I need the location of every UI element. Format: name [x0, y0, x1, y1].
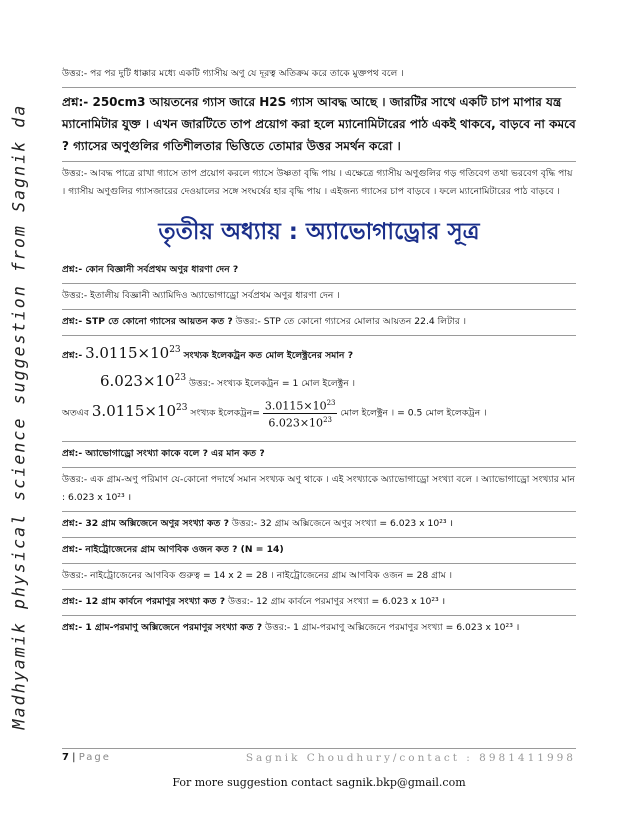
answer-first-scientist — [62, 284, 576, 310]
contact-line: For more suggestion contact sagnik.bkp@gmail.com — [172, 776, 466, 789]
number-expression: $3.0115\times 10^{23}$ — [85, 344, 181, 362]
page-word: Page — [78, 752, 111, 763]
therefore-text: অতএব — [62, 407, 89, 419]
qa-oxygen-atoms — [62, 616, 576, 641]
question-text: প্রশ্ন:- নাইট্রোজেনের গ্রাম আণবিক ওজন কত ? (N = 14) — [62, 544, 284, 556]
fraction — [263, 397, 338, 429]
answer-text: উত্তর:- সংখ্যক ইলেকট্রন = 1 মোল ইলেক্ট্রন । — [188, 378, 356, 389]
answer-text: উত্তর:- ইতালীয় বিজ্ঞানী অ্যামিদিও অ্যাভোগাড্রো সর্বপ্রথম অণুর ধারণা দেন । — [62, 290, 340, 301]
question-avogadro-number — [62, 442, 576, 468]
question-manometer — [62, 88, 576, 162]
math-therefore-row — [62, 395, 576, 431]
qa-oxygen-molecules — [62, 512, 576, 538]
question-text: প্রশ্ন:- 32 গ্রাম অক্সিজেনে অণুর সংখ্যা কত ? — [62, 518, 229, 530]
answer-manometer — [62, 162, 576, 205]
question-first-scientist — [62, 258, 576, 284]
math-answer-row — [62, 367, 576, 395]
question-text: প্রশ্ন:- STP তে কোনো গ্যাসের আয়তন কত ? — [62, 316, 233, 327]
answer-free-path — [62, 62, 576, 88]
question-text: প্রশ্ন:- কোন বিজ্ঞানী সর্বপ্রথম অণুর ধারণা দেন ? — [62, 264, 239, 275]
answer-text: উত্তর:- নাইট্রোজেনের আণবিক গুরুত্ব = 14 x 2 = 28 । নাইট্রোজেনের গ্রাম আণবিক ওজন = 28 গ্রাম । — [62, 570, 453, 582]
fraction-numerator: $3.0115\times 10^{23}$ — [264, 399, 336, 413]
question-nitrogen-weight — [62, 538, 576, 564]
answer-text: উত্তর:- STP তে কোনো গ্যাসের মোলার আয়তন 22.4 লিটার । — [235, 316, 467, 327]
math-question-block — [62, 336, 576, 442]
page-number: 7 — [62, 752, 69, 763]
answer-text: উত্তর:- পর পর দুটি ধাক্কার মধ্যে একটি গ্যাসীয় অণু যে দূরত্ব অতিক্রম করে তাকে মুক্তপথ বলে । — [62, 68, 404, 79]
side-title-text: Madhyamik physical science suggestion from Sagnik da — [9, 103, 29, 729]
answer-text: উত্তর:- 12 গ্রাম কার্বনে পরমাণুর সংখ্যা = 6.023 x 10²³ । — [227, 596, 446, 608]
therefore-end: মোল ইলেক্ট্রন । = 0.5 মোল ইলেকট্রন । — [340, 407, 487, 419]
question-suffix: সংখ্যক ইলেকট্রন কত মোল ইলেক্ট্রনের সমান ? — [183, 350, 354, 361]
answer-text: উত্তর:- এক গ্রাম-অণু পরিমাণ যে-কোনো পদার্থে সমান সংখ্যক অণু থাকে । এই সংখ্যাকে অ্যাভোগাড্রো সংখ্যা বলে । অ্যাভোগাড্রো সংখ্যার মান : 6.023 x 10²³ । — [62, 474, 575, 504]
number-expression: $3.0115\times 10^{23}$ — [91, 401, 188, 420]
qa-carbon-atoms — [62, 590, 576, 616]
page-footer — [62, 752, 576, 763]
fraction-denominator: $6.023\times 10^{23}$ — [268, 415, 332, 430]
chapter-title — [62, 205, 576, 258]
side-title — [2, 66, 36, 766]
number-expression: $6.023\times 10^{23}$ — [100, 372, 187, 390]
question-text: প্রশ্ন:- 12 গ্রাম কার্বনে পরমাণুর সংখ্যা কত ? — [62, 596, 226, 608]
qa-stp-volume — [62, 310, 576, 336]
question-text: প্রশ্ন:- 1 গ্রাম-পরমাণু অক্সিজেনে পরমাণুর সংখ্যা কত ? — [62, 622, 263, 634]
question-text: প্রশ্ন:- 250cm3 আয়তনের গ্যাস জারে H2S গ্যাস আবদ্ধ আছে । জারটির সাথে একটি চাপ মাপার যন্ত্র ম্যানোমিটার যুক্ত । এখন জারটিতে তাপ প্রয়োগ করা হলে ম্যানোমিটারের পাঠ একই থাকবে, বাড়বে না কমবে ? গ্যাসের অণুগুলির গতিশীলতার ভিত্তিতে তোমার উত্তর সমর্থন করো । — [62, 95, 576, 153]
question-text: প্রশ্ন:- অ্যাভোগাড্রো সংখ্যা কাকে বলে ? এর মান কত ? — [62, 448, 265, 460]
answer-text: উত্তর:- 32 গ্রাম অক্সিজেনে অণুর সংখ্যা = 6.023 x 10²³ । — [231, 518, 453, 530]
document-body — [62, 62, 576, 641]
therefore-mid: সংখ্যক ইলেকট্রন= — [190, 407, 260, 419]
question-prefix: প্রশ্ন:- — [62, 350, 83, 361]
footer-separator: | — [72, 752, 76, 763]
chapter-title-text: তৃতীয় অধ্যায় : অ্যাভোগাড্রোর সূত্র — [158, 219, 480, 245]
answer-avogadro-number — [62, 468, 576, 512]
author-contact: Sagnik Choudhury/contact : 8981411998 — [245, 752, 576, 764]
answer-text: উত্তর:- 1 গ্রাম-পরমাণু অক্সিজেনে পরমাণুর সংখ্যা = 6.023 x 10²³ । — [265, 622, 520, 634]
answer-text: উত্তর:- আবদ্ধ পাত্রে রাখা গ্যাসে তাপ প্রয়োগ করলে গ্যাসে উষ্ণতা বৃদ্ধি পায় । এক্ষেত্রে গ্যাসীয় অণুগুলির গড় গতিবেগ তথা ভরবেগ বৃদ্ধি পায় । গ্যাসীয় অণুগুলির গ্যাসজারের দেওয়ালের সঙ্গে সংঘর্ষের হার বৃদ্ধি পায় । এইজন্য গ্যাসের চাপ বাড়বে । ফলে ম্যানোমিটারের পাঠ বাড়বে । — [62, 168, 573, 197]
footer-divider — [62, 748, 576, 749]
math-question-row — [62, 339, 576, 367]
answer-nitrogen-weight — [62, 564, 576, 590]
